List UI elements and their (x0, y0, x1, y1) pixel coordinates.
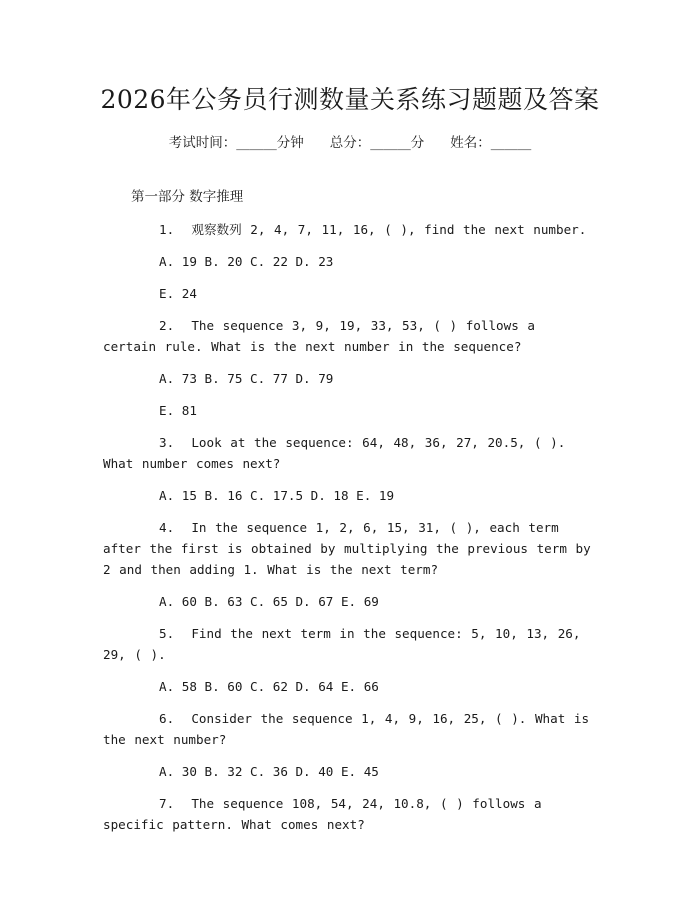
question-number: 1. (159, 222, 175, 237)
question-6-options: A. 30 B. 32 C. 36 D. 40 E. 45 (159, 764, 379, 779)
question-6 (103, 708, 591, 750)
question-number: 6. (159, 711, 175, 726)
question-3 (103, 432, 591, 474)
question-text: The sequence 3, 9, 19, 33, 53, ( ) follows a certain rule. What is the next number in the sequence? (103, 318, 535, 354)
question-body (103, 187, 591, 846)
question-2-options-line-1: A. 73 B. 75 C. 77 D. 79 (159, 371, 334, 386)
question-number: 3. (159, 435, 175, 450)
question-number: 7. (159, 796, 175, 811)
exam-time-field: 考试时间：______分钟 (168, 135, 304, 151)
question-2-options-line-2: E. 81 (159, 403, 197, 418)
question-1 (103, 219, 591, 240)
question-7 (103, 793, 591, 835)
question-text: 观察数列 2, 4, 7, 11, 16, ( ), find the next number. (191, 222, 587, 237)
question-4 (103, 517, 591, 580)
question-number: 2. (159, 318, 175, 333)
question-5 (103, 623, 591, 665)
question-1-options-line-1: A. 19 B. 20 C. 22 D. 23 (159, 254, 334, 269)
question-4-options: A. 60 B. 63 C. 65 D. 67 E. 69 (159, 594, 379, 609)
question-text: Find the next term in the sequence: 5, 10, 13, 26, 29, ( ). (103, 626, 581, 662)
question-1-options-line-2: E. 24 (159, 286, 197, 301)
name-field: 姓名：______ (450, 135, 532, 151)
question-text: The sequence 108, 54, 24, 10.8, ( ) follows a specific pattern. What comes next? (103, 796, 542, 832)
section-heading: 第一部分 数字推理 (131, 189, 244, 205)
question-number: 5. (159, 626, 175, 641)
exam-info-line (0, 131, 700, 151)
total-score-field: 总分：______分 (329, 135, 425, 151)
question-text: Look at the sequence: 64, 48, 36, 27, 20.5, ( ). What number comes next? (103, 435, 566, 471)
question-5-options: A. 58 B. 60 C. 62 D. 64 E. 66 (159, 679, 379, 694)
question-3-options: A. 15 B. 16 C. 17.5 D. 18 E. 19 (159, 488, 395, 503)
question-text: Consider the sequence 1, 4, 9, 16, 25, ( ). What is the next number? (103, 711, 590, 747)
question-text: In the sequence 1, 2, 6, 15, 31, ( ), each term after the first is obtained by multiplying the previous term by 2 and then adding 1. What is the next term? (103, 520, 591, 577)
question-number: 4. (159, 520, 175, 535)
question-2 (103, 315, 591, 357)
page-title: 2026年公务员行测数量关系练习题题及答案 (100, 85, 600, 114)
